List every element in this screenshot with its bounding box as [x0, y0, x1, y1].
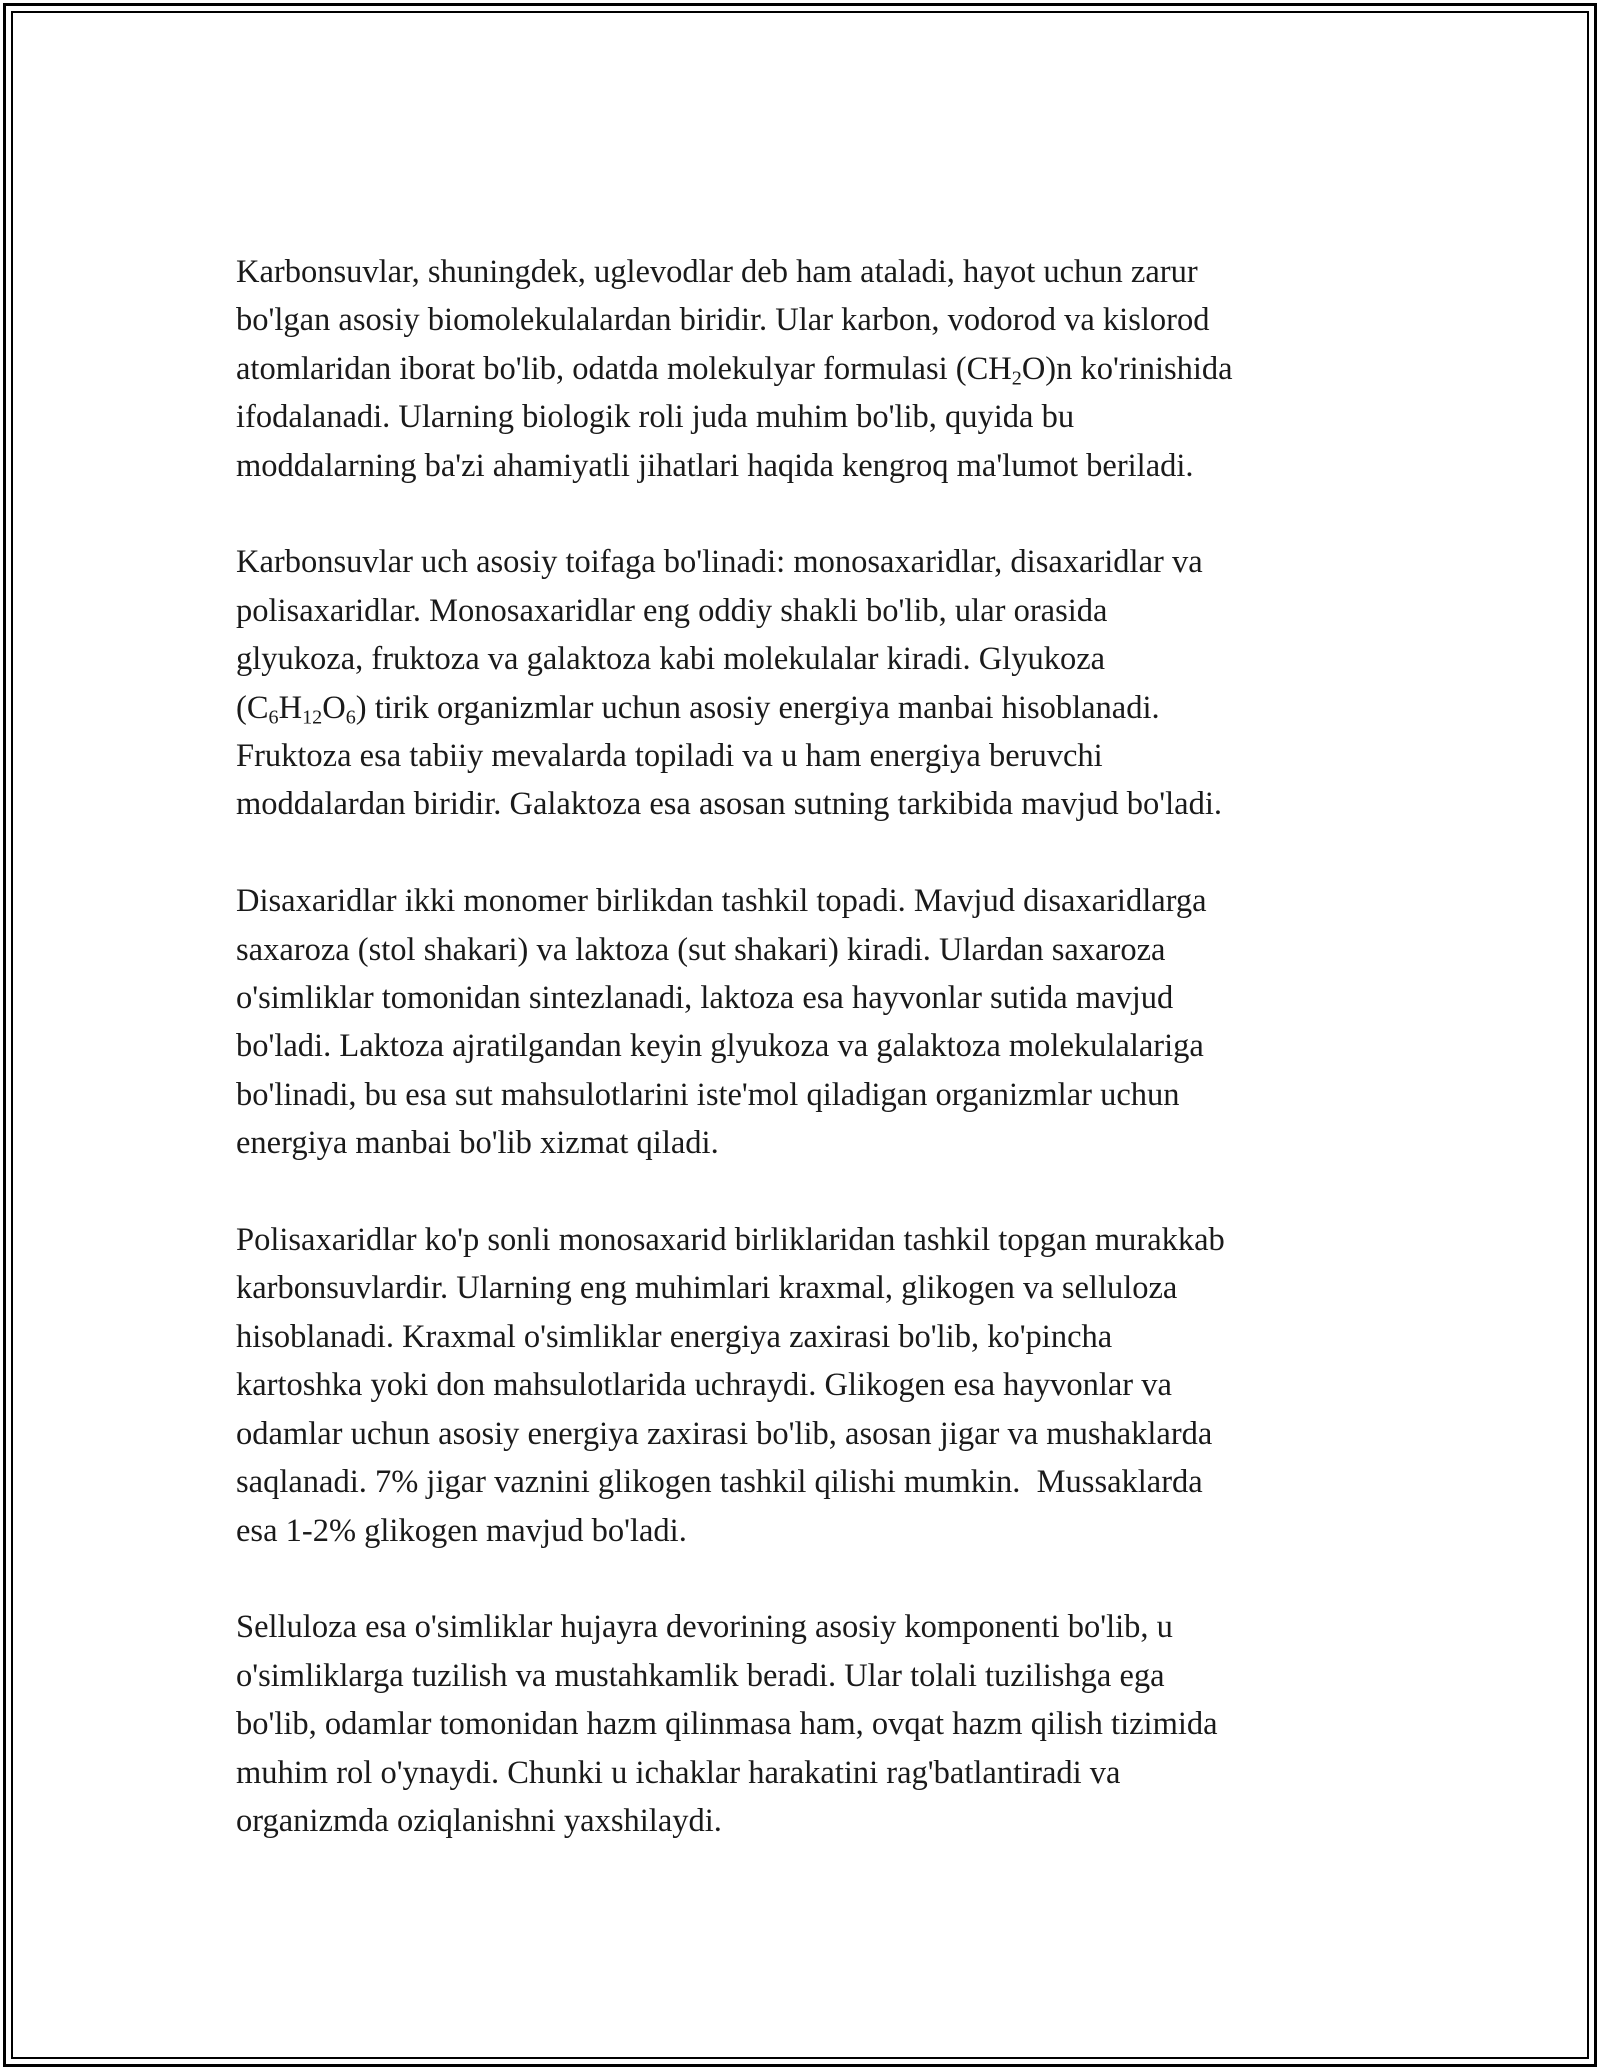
- text-line: [236, 877, 1376, 925]
- text-segment: esa 1-2% glikogen mavjud bo'ladi.: [236, 1512, 687, 1549]
- text-line: [236, 684, 1376, 732]
- text-segment: energiya manbai bo'lib xizmat qiladi.: [236, 1125, 719, 1162]
- text-line: [236, 1022, 1376, 1070]
- text-segment: polisaxaridlar. Monosaxaridlar eng oddiy shakli bo'lib, ular orasida: [236, 592, 1108, 629]
- text-line: [236, 248, 1376, 296]
- text-segment: (C: [236, 689, 269, 726]
- text-line: [236, 635, 1376, 683]
- text-segment: Karbonsuvlar, shuningdek, uglevodlar deb ham ataladi, hayot uchun zarur: [236, 254, 1198, 290]
- text-line: [236, 442, 1376, 490]
- text-line: [236, 1700, 1376, 1748]
- text-segment: Fruktoza esa tabiiy mevalarda topiladi va u ham energiya beruvchi: [236, 738, 1103, 775]
- document-body: [236, 248, 1376, 1894]
- text-line: [236, 1507, 1376, 1555]
- text-segment: kartoshka yoki don mahsulotlarida uchraydi. Glikogen esa hayvonlar va: [236, 1367, 1172, 1404]
- text-line: [236, 1458, 1376, 1506]
- text-segment: odamlar uchun asosiy energiya zaxirasi bo'lib, asosan jigar va mushaklarda: [236, 1415, 1213, 1452]
- text-segment: Polisaxaridlar ko'p sonli monosaxarid birliklaridan tashkil topgan murakkab: [236, 1222, 1225, 1259]
- text-line: [236, 1313, 1376, 1361]
- text-line: [236, 1749, 1376, 1797]
- text-line: [236, 587, 1376, 635]
- text-line: [236, 1071, 1376, 1119]
- text-segment: bo'ladi. Laktoza ajratilgandan keyin glyukoza va galaktoza molekulalariga: [236, 1028, 1204, 1065]
- text-segment: saqlanadi. 7% jigar vaznini glikogen tashkil qilishi mumkin. Mussaklarda: [236, 1464, 1203, 1501]
- text-segment: Disaxaridlar ikki monomer birlikdan tashkil topadi. Mavjud disaxaridlarga: [236, 883, 1207, 920]
- text-segment: H: [278, 689, 303, 726]
- text-segment: muhim rol o'ynaydi. Chunki u ichaklar harakatini rag'batlantiradi va: [236, 1754, 1121, 1791]
- text-line: [236, 1410, 1376, 1458]
- text-segment: moddalarning ba'zi ahamiyatli jihatlari haqida kengroq ma'lumot beriladi.: [236, 447, 1194, 484]
- text-segment: O)n ko'rinishida: [1021, 350, 1233, 387]
- text-segment: bo'linadi, bu esa sut mahsulotlarini iste'mol qiladigan organizmlar uchun: [236, 1076, 1180, 1113]
- text-line: [236, 1119, 1376, 1167]
- paragraph: [236, 877, 1376, 1167]
- paragraph: [236, 538, 1376, 828]
- text-segment: bo'lgan asosiy biomolekulalardan biridir. Ular karbon, vodorod va kislorod: [236, 302, 1210, 339]
- text-segment: organizmda oziqlanishni yaxshilaydi.: [236, 1802, 722, 1839]
- text-segment: glyukoza, fruktoza va galaktoza kabi molekulalar kiradi. Glyukoza: [236, 641, 1106, 678]
- text-segment: O: [322, 689, 346, 726]
- subscript-text: 12: [302, 706, 323, 729]
- paragraph: [236, 1216, 1376, 1555]
- text-line: [236, 732, 1376, 780]
- text-segment: saxaroza (stol shakari) va laktoza (sut shakari) kiradi. Ulardan saxaroza: [236, 931, 1166, 968]
- text-segment: atomlaridan iborat bo'lib, odatda molekulyar formulasi (CH: [236, 350, 1012, 387]
- text-segment: karbonsuvlardir. Ularning eng muhimlari kraxmal, glikogen va selluloza: [236, 1270, 1178, 1307]
- subscript-text: 6: [268, 706, 279, 729]
- text-line: [236, 926, 1376, 974]
- text-line: [236, 538, 1376, 586]
- text-line: [236, 780, 1376, 828]
- text-segment: o'simliklar tomonidan sintezlanadi, laktoza esa hayvonlar sutida mavjud: [236, 980, 1174, 1017]
- text-line: [236, 345, 1376, 393]
- text-line: [236, 1361, 1376, 1409]
- text-segment: ) tirik organizmlar uchun asosiy energiya manbai hisoblanadi.: [355, 689, 1160, 726]
- text-segment: Selluloza esa o'simliklar hujayra devorining asosiy komponenti bo'lib, u: [236, 1609, 1173, 1646]
- text-line: [236, 1652, 1376, 1700]
- text-segment: o'simliklarga tuzilish va mustahkamlik beradi. Ular tolali tuzilishga ega: [236, 1657, 1165, 1694]
- text-line: [236, 1264, 1376, 1312]
- text-segment: moddalardan biridir. Galaktoza esa asosan sutning tarkibida mavjud bo'ladi.: [236, 786, 1223, 823]
- text-segment: bo'lib, odamlar tomonidan hazm qilinmasa ham, ovqat hazm qilish tizimida: [236, 1706, 1218, 1743]
- paragraph: [236, 248, 1376, 490]
- text-line: [236, 1797, 1376, 1845]
- text-segment: hisoblanadi. Kraxmal o'simliklar energiya zaxirasi bo'lib, ko'pincha: [236, 1318, 1113, 1355]
- text-line: [236, 296, 1376, 344]
- text-line: [236, 393, 1376, 441]
- text-line: [236, 1216, 1376, 1264]
- subscript-text: 6: [345, 706, 356, 729]
- text-line: [236, 974, 1376, 1022]
- text-segment: ifodalanadi. Ularning biologik roli juda muhim bo'lib, quyida bu: [236, 399, 1075, 436]
- text-line: [236, 1603, 1376, 1651]
- text-segment: Karbonsuvlar uch asosiy toifaga bo'linadi: monosaxaridlar, disaxaridlar va: [236, 544, 1203, 581]
- paragraph: [236, 1603, 1376, 1845]
- subscript-text: 2: [1011, 367, 1022, 390]
